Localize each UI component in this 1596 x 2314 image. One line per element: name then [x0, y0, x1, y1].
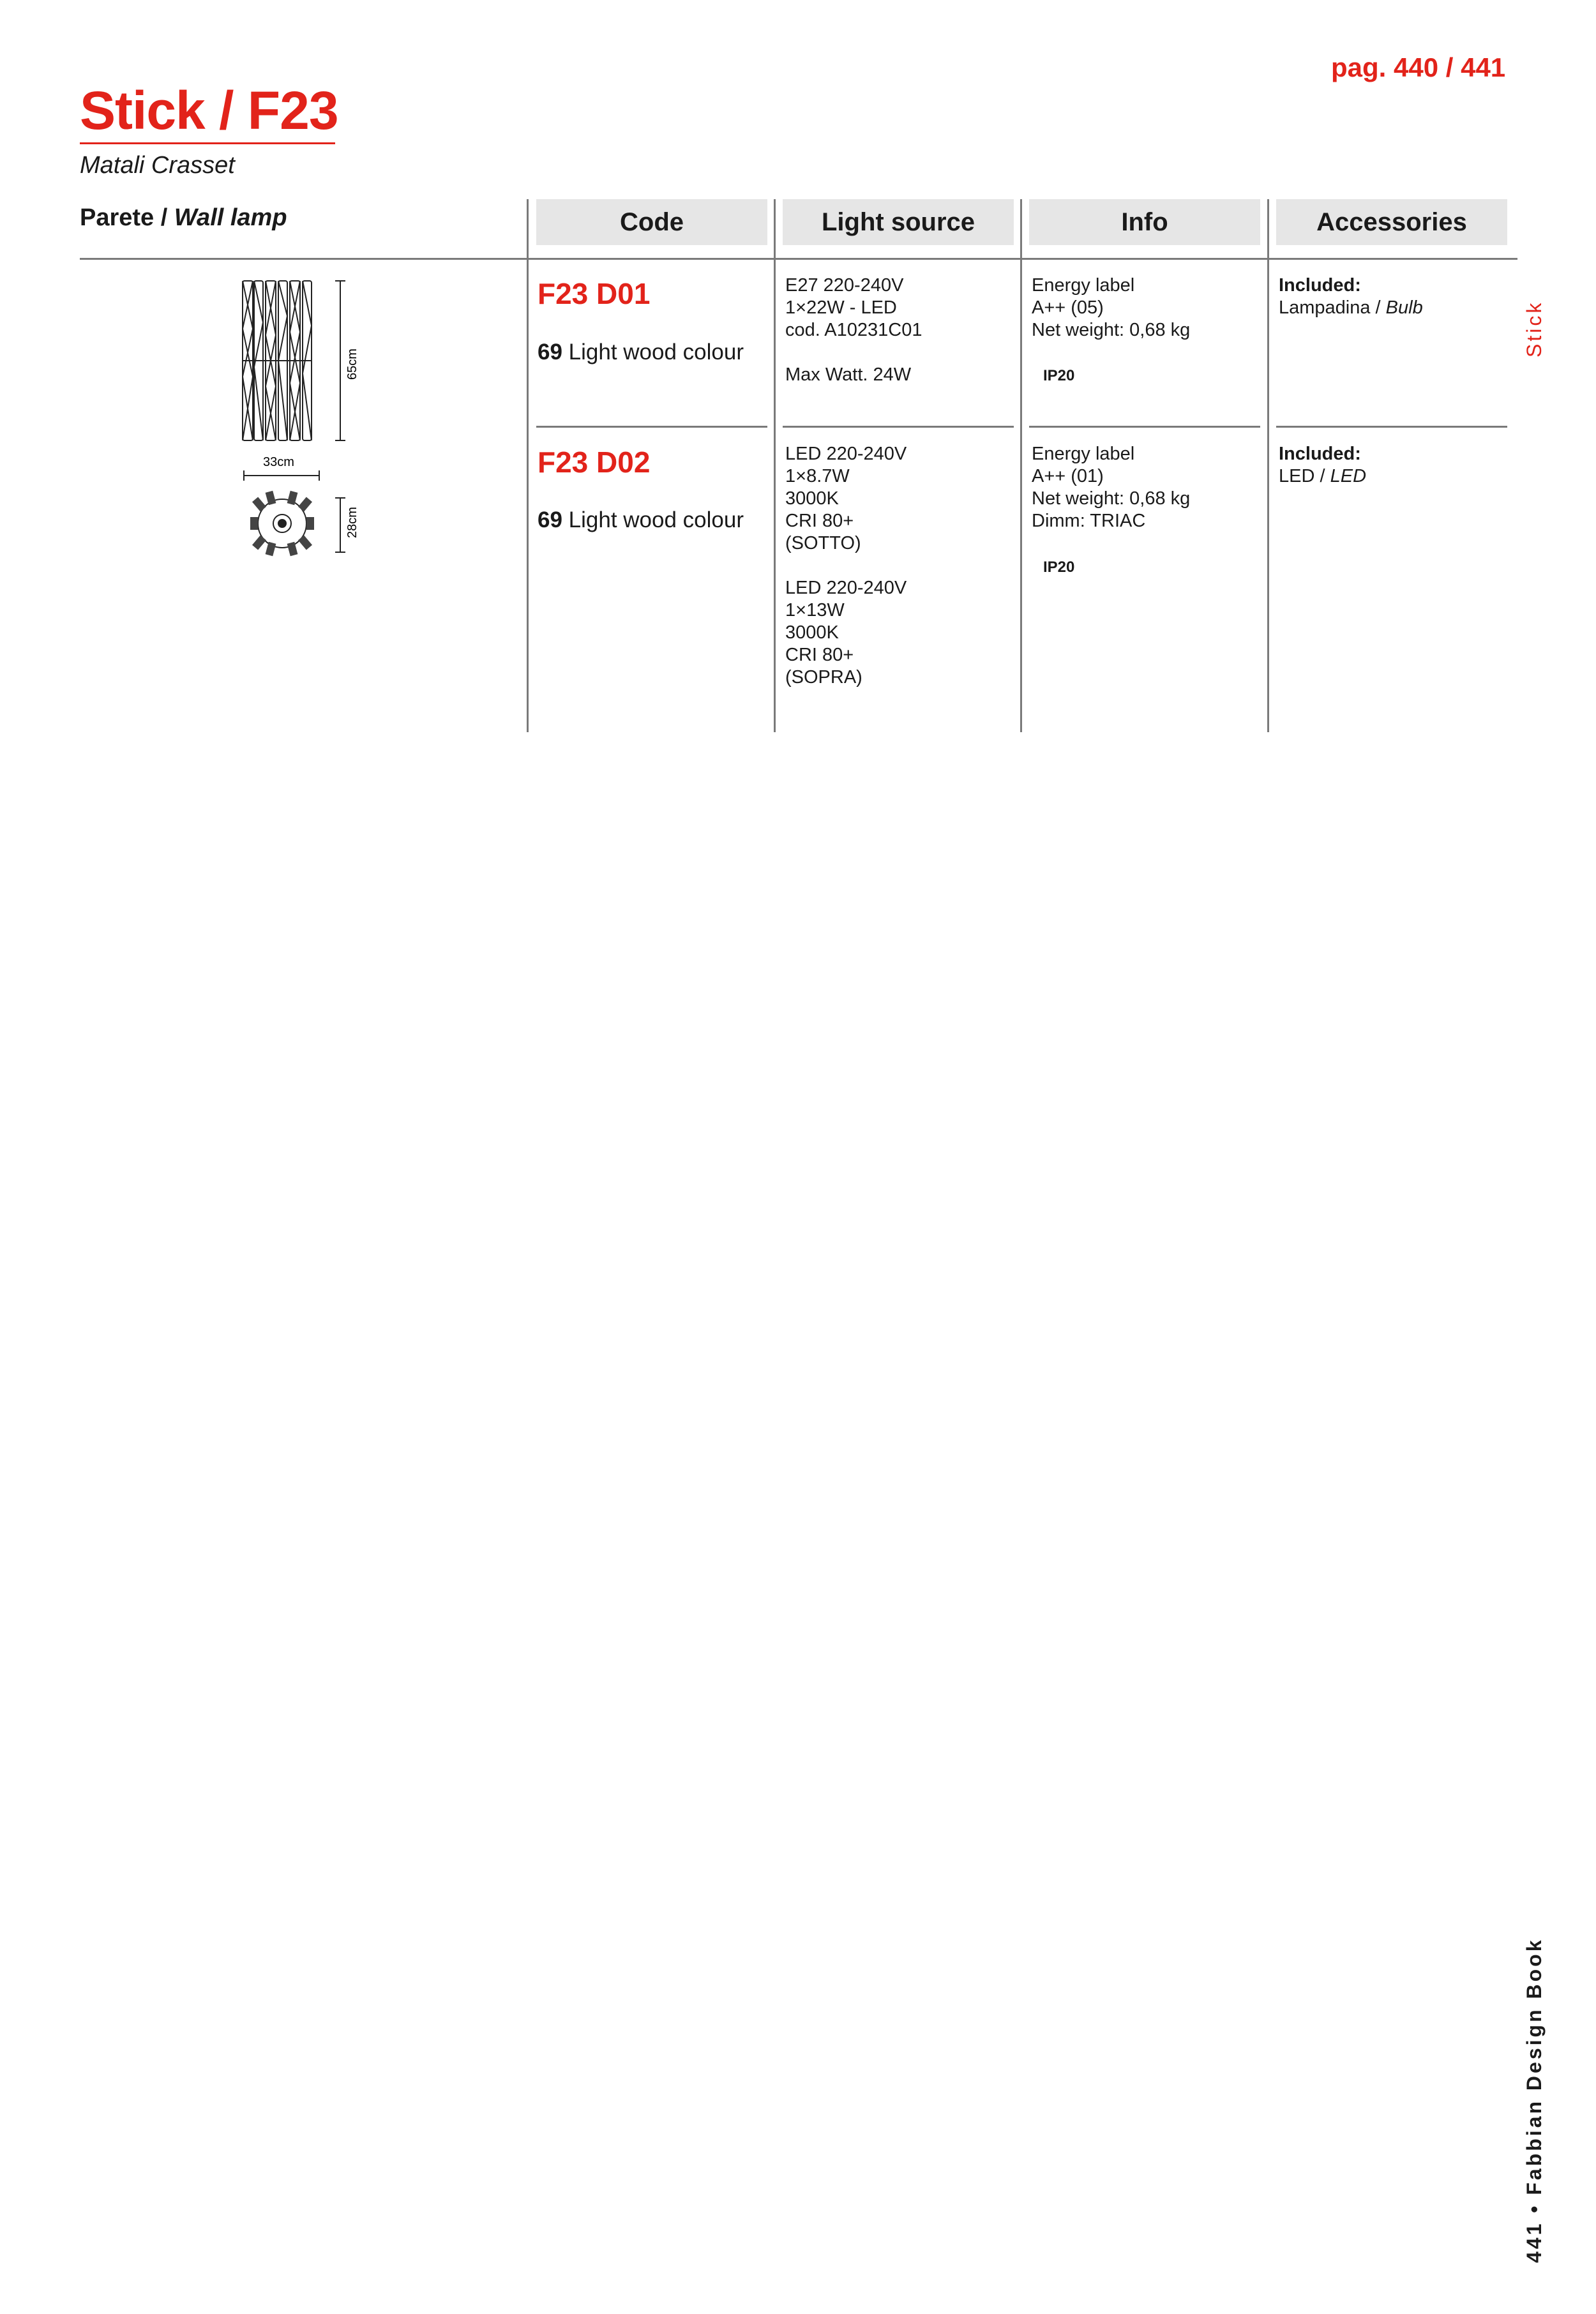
info-text: Energy label A++ (05) Net weight: 0,68 kg	[1032, 275, 1191, 340]
ip-rating: IP20	[1043, 559, 1075, 576]
column-header-light-source: Light source	[783, 199, 1014, 245]
title-underline	[80, 142, 335, 144]
product-code: F23 D02	[538, 446, 651, 479]
depth-dimension	[335, 498, 345, 552]
section-tab: Stick	[1523, 300, 1546, 357]
colour-number: 69	[538, 507, 562, 532]
page-footer: 441 • Fabbian Design Book	[1523, 1937, 1546, 2263]
finish-colour	[538, 507, 744, 533]
row-divider	[1276, 426, 1507, 428]
category-label	[80, 204, 287, 232]
depth-label: 28cm	[345, 507, 359, 538]
included-label: Included:	[1279, 275, 1361, 296]
table-top-rule	[80, 258, 1517, 260]
row-divider	[1029, 426, 1260, 428]
accessory-italian: Lampadina /	[1279, 297, 1386, 318]
accessory-english: LED	[1330, 466, 1367, 486]
light-source-text: E27 220-240V 1×22W - LED cod. A10231C01 Max Watt. 24W	[785, 275, 922, 385]
designer-name: Matali Crasset	[80, 152, 235, 179]
colour-name: Light wood colour	[562, 340, 744, 364]
page-reference: pag. 440 / 441	[1331, 52, 1506, 82]
column-divider	[527, 199, 529, 732]
height-label: 65cm	[345, 349, 359, 380]
column-divider	[1020, 199, 1022, 732]
column-header-accessories: Accessories	[1276, 199, 1507, 245]
info-text: Energy label A++ (01) Net weight: 0,68 kg Dimm: TRIAC	[1032, 444, 1191, 531]
accessory-english: Bulb	[1385, 297, 1423, 318]
column-divider	[1267, 199, 1269, 732]
row-divider	[536, 426, 767, 428]
light-source-text: LED 220-240V 1×8.7W 3000K CRI 80+ (SOTTO) LED 220-240V 1×13W 3000K CRI 80+ (SOPRA)	[785, 444, 907, 687]
accessories-text	[1279, 274, 1509, 319]
colour-number: 69	[538, 340, 562, 364]
column-header-info: Info	[1029, 199, 1260, 245]
width-dimension	[244, 470, 319, 481]
page-title: Stick / F23	[80, 80, 338, 140]
accessories-text	[1279, 443, 1509, 488]
row-divider	[783, 426, 1014, 428]
ip-rating: IP20	[1043, 367, 1075, 384]
width-label: 33cm	[263, 455, 294, 469]
product-code: F23 D01	[538, 277, 651, 310]
finish-colour	[538, 340, 744, 365]
category-english: Wall lamp	[174, 204, 287, 231]
colour-name: Light wood colour	[562, 507, 744, 532]
column-header-code: Code	[536, 199, 767, 245]
accessory-italian: LED /	[1279, 466, 1330, 486]
height-dimension	[335, 281, 345, 440]
lamp-technical-drawing	[230, 271, 377, 565]
included-label: Included:	[1279, 444, 1361, 464]
category-italian: Parete /	[80, 204, 174, 231]
lamp-front-view	[243, 281, 312, 440]
lamp-top-view	[250, 491, 314, 556]
column-divider	[774, 199, 776, 732]
